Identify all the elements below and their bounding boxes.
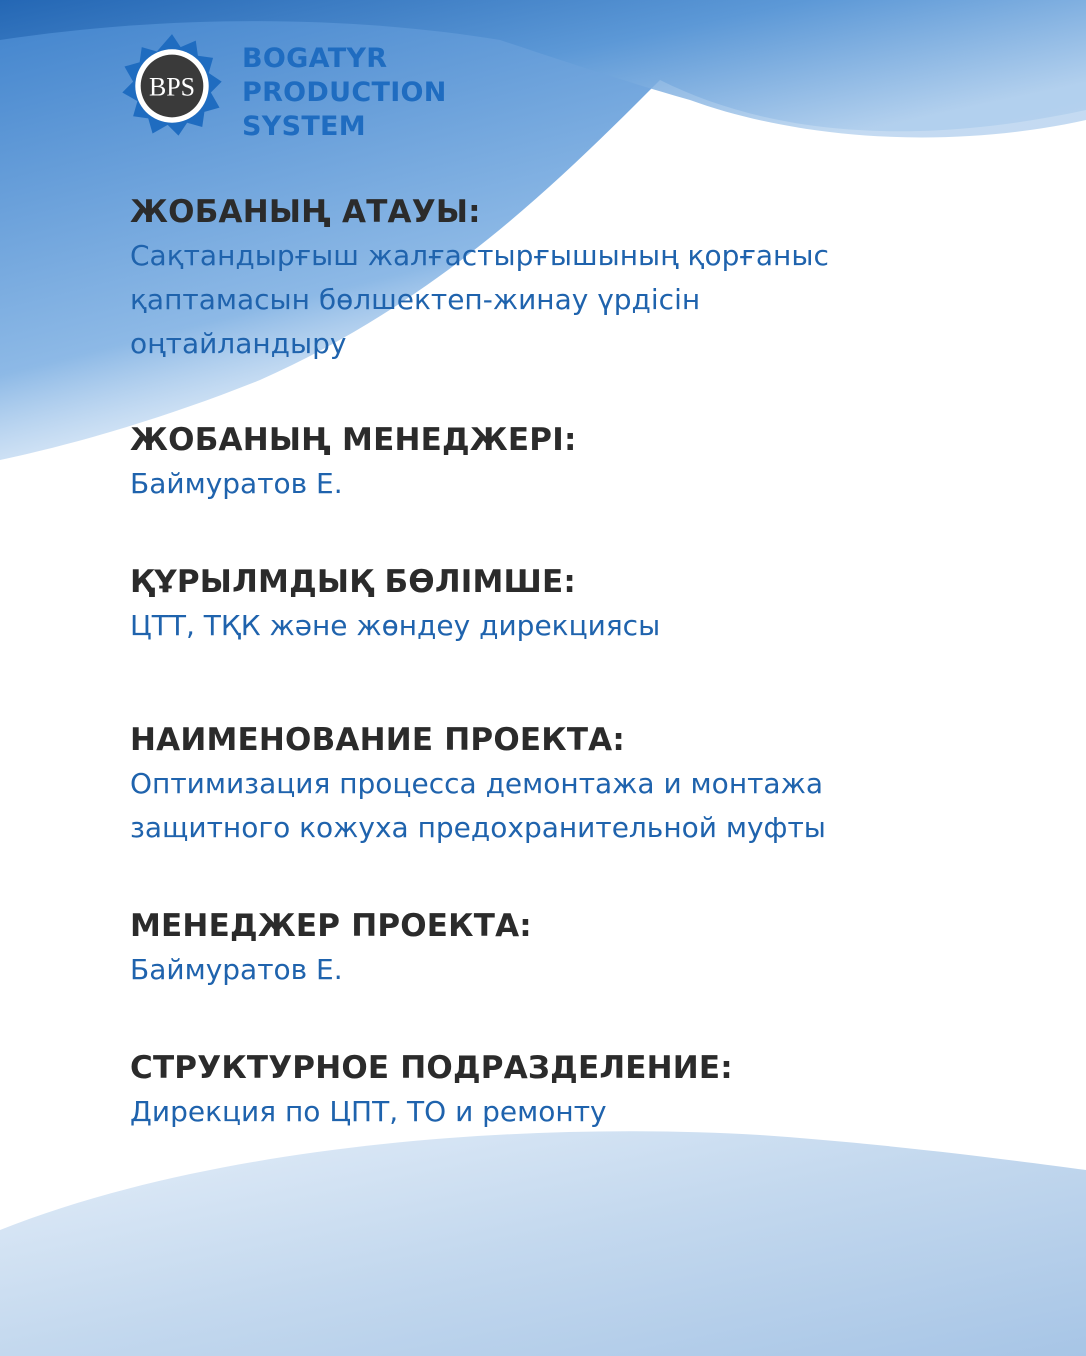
brand-logo (118, 28, 478, 144)
section-project-name-ru (130, 718, 1050, 850)
section-value: Дирекция по ЦПТ, ТО и ремонту (130, 1095, 607, 1128)
section-project-manager-kk (130, 418, 1050, 506)
section-project-name-kk (130, 190, 1050, 366)
section-value: ЦТТ, ТҚК және жөндеу дирекциясы (130, 609, 661, 642)
logo-mark-text: BPS (148, 72, 196, 102)
section-project-manager-ru (130, 904, 1050, 992)
section-department-kk (130, 560, 1050, 648)
section-label: ҚҰРЫЛМДЫҚ БӨЛІМШЕ: (130, 564, 577, 600)
section-value: Баймуратов Е. (130, 953, 343, 986)
section-department-ru (130, 1046, 1050, 1134)
section-value: қаптамасын бөлшектеп-жинау үрдісін (130, 283, 701, 316)
section-value: Баймуратов Е. (130, 467, 343, 500)
section-label: НАИМЕНОВАНИЕ ПРОЕКТА: (130, 722, 625, 758)
section-value: Оптимизация процесса демонтажа и монтажа (130, 767, 823, 800)
section-value: Сақтандырғыш жалғастырғышының қорғаныс (130, 239, 829, 272)
logo-line-1: BOGATYR (242, 43, 388, 74)
logo-line-3: SYSTEM (242, 111, 366, 142)
logo-wordmark (242, 42, 447, 144)
gear-logo-icon (118, 32, 226, 140)
section-label: СТРУКТУРНОЕ ПОДРАЗДЕЛЕНИЕ: (130, 1050, 733, 1086)
section-value: защитного кожуха предохранительной муфты (130, 811, 826, 844)
section-label: МЕНЕДЖЕР ПРОЕКТА: (130, 908, 532, 944)
section-label: ЖОБАНЫҢ МЕНЕДЖЕРІ: (130, 422, 577, 458)
section-label: ЖОБАНЫҢ АТАУЫ: (130, 194, 481, 230)
logo-line-2: PRODUCTION (242, 77, 447, 108)
section-value: оңтайландыру (130, 327, 347, 360)
